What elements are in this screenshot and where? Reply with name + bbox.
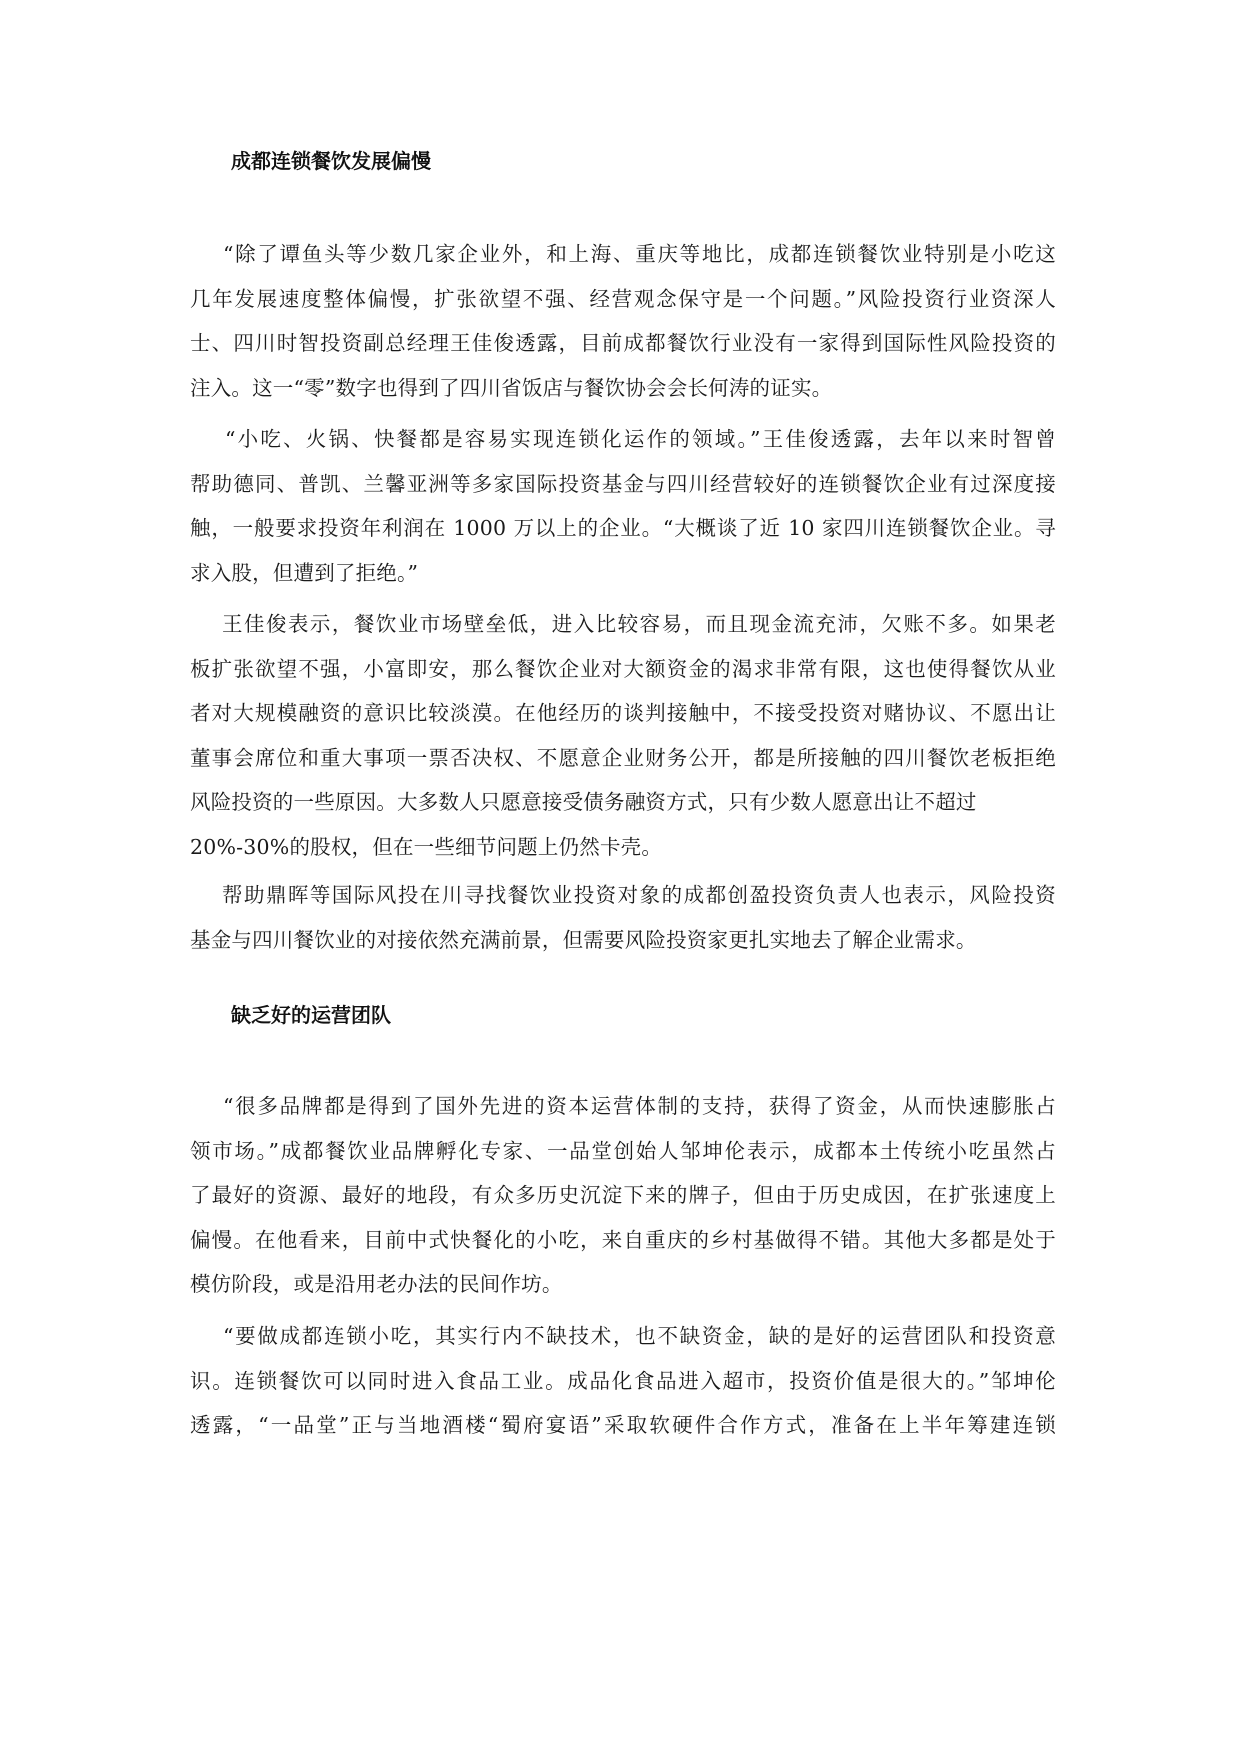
paragraph-line: 了最好的资源、最好的地段，有众多历史沉淀下来的牌子，但由于历史成因，在扩张速度上 [190, 1183, 1056, 1207]
paragraph-line: 董事会席位和重大事项一票否决权、不愿意企业财务公开，都是所接触的四川餐饮老板拒绝 [190, 745, 1056, 770]
paragraph-line: 几年发展速度整体偏慢，扩张欲望不强、经营观念保守是一个问题。”风险投资行业资深人 [190, 286, 1056, 311]
paragraph-line: 士、四川时智投资副总经理王佳俊透露，目前成都餐饮行业没有一家得到国际性风险投资的 [190, 331, 1056, 355]
paragraph-line: 识。连锁餐饮可以同时进入食品工业。成品化食品进入超市，投资价值是很大的。”邹坤伦 [190, 1368, 1056, 1393]
paragraph-line: “小吃、火锅、快餐都是容易实现连锁化运作的领域。”王佳俊透露，去年以来时智曾 [190, 427, 1056, 451]
paragraph-line: 模仿阶段，或是沿用老办法的民间作坊。 [190, 1272, 563, 1296]
paragraph-line: 注入。这一“零”数字也得到了四川省饭店与餐饮协会会长何涛的证实。 [190, 375, 833, 400]
paragraph-line: 风险投资的一些原因。大多数人只愿意接受债务融资方式，只有少数人愿意出让不超过 [190, 790, 977, 814]
paragraph-line: 20%-30%的股权，但在一些细节问题上仍然卡壳。 [190, 834, 663, 859]
paragraph-line: 领市场。”成都餐饮业品牌孵化专家、一品堂创始人邹坤伦表示，成都本土传统小吃虽然占 [190, 1138, 1056, 1163]
paragraph-2 [190, 417, 1056, 595]
paragraph-line: 帮助鼎晖等国际风投在川寻找餐饮业投资对象的成都创盈投资负责人也表示，风险投资 [190, 883, 1056, 907]
paragraph-4 [190, 873, 1056, 962]
paragraph-line: 王佳俊表示，餐饮业市场壁垒低，进入比较容易，而且现金流充沛，欠账不多。如果老 [190, 612, 1056, 636]
paragraph-line: 透露，“一品堂”正与当地酒楼“蜀府宴语”采取软硬件合作方式，准备在上半年筹建连锁 [190, 1413, 1056, 1437]
paragraph-line: 帮助德同、普凯、兰馨亚洲等多家国际投资基金与四川经营较好的连锁餐饮企业有过深度接 [190, 471, 1056, 496]
paragraph-6 [190, 1314, 1056, 1448]
paragraph-1 [190, 232, 1056, 410]
paragraph-line: “很多品牌都是得到了国外先进的资本运营体制的支持，获得了资金，从而快速膨胀占 [190, 1094, 1056, 1118]
paragraph-line: 者对大规模融资的意识比较淡漠。在他经历的谈判接触中，不接受投资对赌协议、不愿出让 [190, 701, 1056, 725]
section-heading-lacking-operations-team: 缺乏好的运营团队 [231, 1003, 391, 1027]
paragraph-line: 偏慢。在他看来，目前中式快餐化的小吃，来自重庆的乡村基做得不错。其他大多都是处于 [190, 1227, 1056, 1252]
paragraph-line: “要做成都连锁小吃，其实行内不缺技术，也不缺资金，缺的是好的运营团队和投资意 [190, 1324, 1056, 1348]
paragraph-line: 基金与四川餐饮业的对接依然充满前景，但需要风险投资家更扎实地去了解企业需求。 [190, 927, 977, 952]
section-heading-chengdu-chain-slow: 成都连锁餐饮发展偏慢 [231, 149, 431, 173]
paragraph-line: 求入股，但遭到了拒绝。” [190, 560, 419, 585]
paragraph-line: 板扩张欲望不强，小富即安，那么餐饮企业对大额资金的渴求非常有限，这也使得餐饮从业 [190, 656, 1056, 681]
paragraph-5 [190, 1084, 1056, 1307]
paragraph-line: 触，一般要求投资年利润在 1000 万以上的企业。“大概谈了近 10 家四川连锁餐饮企业。寻 [190, 516, 1056, 540]
paragraph-3 [190, 602, 1056, 869]
paragraph-line: “除了谭鱼头等少数几家企业外，和上海、重庆等地比，成都连锁餐饮业特别是小吃这 [190, 242, 1056, 266]
